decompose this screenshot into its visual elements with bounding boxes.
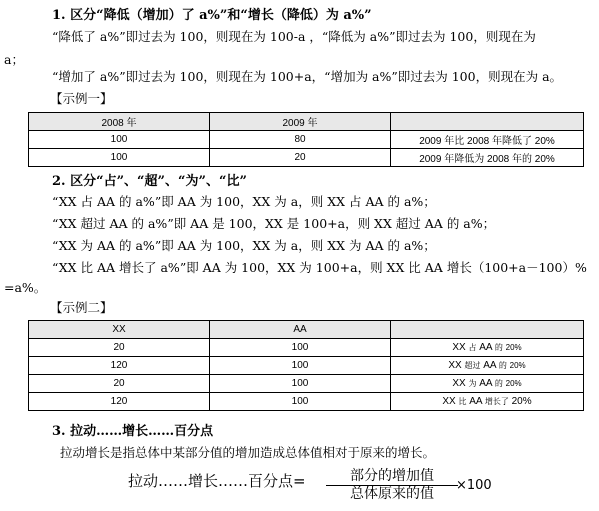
example1-label: 【示例一】 (50, 91, 113, 106)
table-cell: 120 (29, 357, 210, 375)
section1-line1: “降低了 a%”即过去为 100，则现在为 100-a ，“降低为 a%”即过去为 100，则现在为 (52, 29, 536, 44)
note-percent: 20% (511, 396, 532, 407)
table-cell: 20 (210, 149, 391, 167)
section2-line3: “XX 为 AA 的 a%”即 AA 为 100，XX 为 a，则 XX 为 AA 的 a%； (52, 238, 436, 253)
table-cell: 100 (210, 393, 391, 411)
table-cell: 120 (29, 393, 210, 411)
section2-title: 2. 区分“占”、“超”、“为”、“比” (52, 174, 247, 189)
formula-lhs: 拉动……增长……百分点= (128, 472, 306, 490)
formula-denominator: 总体原来的值 (350, 486, 434, 502)
header-cell (391, 113, 584, 131)
note-connector: 的 (494, 379, 503, 388)
note-object: AA (479, 378, 493, 389)
table-header-row (29, 321, 584, 339)
note-subject: XX (442, 396, 456, 407)
example2-table (28, 320, 584, 411)
table-note-cell (391, 357, 584, 375)
formula-fraction (326, 468, 458, 503)
note-object: AA (469, 396, 483, 407)
example1-table (28, 112, 584, 167)
note-object: AA (483, 360, 497, 371)
note-relation: 占 (468, 343, 477, 352)
section3-title: 3. 拉动……增长……百分点 (52, 424, 214, 439)
header-cell: AA (210, 321, 391, 339)
section2-line4-cont: =a%。 (4, 280, 47, 295)
section2-line2: “XX 超过 AA 的 a%”即 AA 是 100，XX 是 100+a，则 XX 超过 AA 的 a%； (52, 216, 496, 231)
section3-definition: 拉动增长是指总体中某部分值的增加造成总体值相对于原来的增长。 (60, 445, 436, 460)
table-cell: 2009 年比 2008 年降低了 20% (391, 131, 584, 149)
note-object: AA (479, 342, 493, 353)
note-percent: 20% (509, 361, 526, 370)
table-row (29, 339, 584, 357)
formula-numerator: 部分的增加值 (326, 468, 458, 486)
header-cell: 2008 年 (29, 113, 210, 131)
table-header-row (29, 113, 584, 131)
note-relation: 比 (458, 397, 467, 406)
example2-label: 【示例二】 (50, 300, 113, 315)
table-cell: 20 (29, 375, 210, 393)
table-note-cell (391, 339, 584, 357)
table-cell: 100 (210, 375, 391, 393)
table-cell: 100 (210, 339, 391, 357)
table-note-cell (391, 393, 584, 411)
section1-title: 1. 区分“降低（增加）了 a%”和“增长（降低）为 a%” (52, 8, 372, 23)
table-cell: 100 (29, 131, 210, 149)
header-cell: XX (29, 321, 210, 339)
table-row (29, 131, 584, 149)
table-cell: 2009 年降低为 2008 年的 20% (391, 149, 584, 167)
table-cell: 100 (210, 357, 391, 375)
note-connector: 的 (494, 343, 503, 352)
section2-line1: “XX 占 AA 的 a%”即 AA 为 100，XX 为 a，则 XX 占 AA 的 a%； (52, 194, 436, 209)
header-cell: 2009 年 (210, 113, 391, 131)
note-subject: XX (448, 360, 462, 371)
note-percent: 20% (505, 343, 522, 352)
table-row (29, 393, 584, 411)
header-cell (391, 321, 584, 339)
table-row (29, 375, 584, 393)
note-subject: XX (452, 378, 466, 389)
note-relation: 超过 (464, 361, 481, 370)
section1-line2: “增加了 a%”即过去为 100，则现在为 100+a，“增加为 a%”即过去为 100，则现在为 a。 (52, 69, 563, 84)
note-connector: 增长了 (484, 397, 509, 406)
formula-multiplier: ×100 (456, 478, 492, 493)
note-percent: 20% (505, 379, 522, 388)
section1-line1-cont: a； (4, 52, 24, 67)
table-row (29, 149, 584, 167)
note-subject: XX (452, 342, 466, 353)
table-note-cell (391, 375, 584, 393)
table-cell: 100 (29, 149, 210, 167)
table-row (29, 357, 584, 375)
note-relation: 为 (468, 379, 477, 388)
table-cell: 20 (29, 339, 210, 357)
note-connector: 的 (498, 361, 507, 370)
table-cell: 80 (210, 131, 391, 149)
section2-line4: “XX 比 AA 增长了 a%”即 AA 为 100，XX 为 100+a，则 XX 比 AA 增长（100+a－100）% (52, 260, 587, 275)
